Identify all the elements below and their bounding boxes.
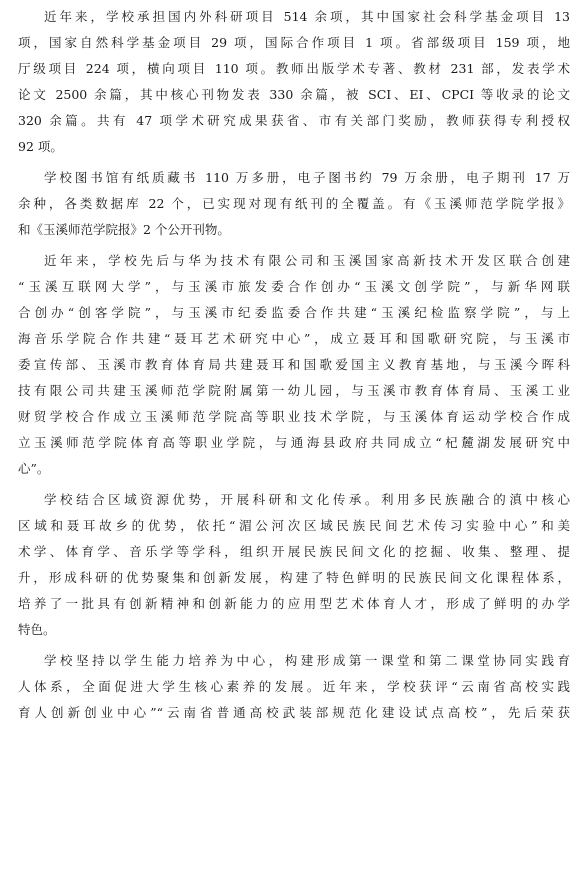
text-line: 论文 2500 余篇，其中核心刊物发表 330 余篇，被 SCI、EI、CPCI 等收录的论文 — [18, 87, 570, 102]
text-line: 320 余篇。共有 47 项学术研究成果获省、市有关部门奖励，教师获得专利授权 — [18, 113, 570, 128]
text-line: 项，国家自然科学基金项目 29 项，国际合作项目 1 项。省部级项目 159 项，地 — [18, 35, 570, 50]
text-line: 92 项。 — [18, 139, 63, 154]
text-line: “玉溪互联网大学”，与玉溪市旅发委合作创办“玉溪文创学院”，与新华网联 — [18, 279, 570, 294]
text-line: 心”。 — [18, 461, 50, 476]
text-line: 合创办“创客学院”，与玉溪市纪委监委合作共建“玉溪纪检监察学院”，与上 — [18, 305, 570, 320]
text-line: 区域和聂耳故乡的优势，依托“湄公河次区域民族民间艺术传习实验中心”和美 — [18, 518, 570, 533]
text-line: 培养了一批具有创新精神和创新能力的应用型艺术体育人才，形成了鲜明的办学 — [18, 596, 570, 611]
paragraph-student-development — [18, 648, 570, 726]
text-line: 学校坚持以学生能力培养为中心，构建形成第一课堂和第二课堂协同实践育 — [44, 653, 570, 668]
text-line: 人体系，全面促进大学生核心素养的发展。近年来，学校获评“云南省高校实践 — [18, 679, 570, 694]
text-line: 特色。 — [18, 622, 56, 637]
text-line: 厅级项目 224 项，横向项目 110 项。教师出版学术专著、教材 231 部，发表学术 — [18, 61, 570, 76]
text-line: 技有限公司共建玉溪师范学院附属第一幼儿园，与玉溪市教育体育局、玉溪工业 — [18, 383, 570, 398]
paragraph-library — [18, 165, 570, 243]
text-line: 近年来，学校先后与华为技术有限公司和玉溪国家高新技术开发区联合创建 — [44, 253, 570, 268]
text-line: 术学、体育学、音乐学等学科，组织开展民族民间文化的挖掘、收集、整理、提 — [18, 544, 570, 559]
paragraph-regional-culture — [18, 487, 570, 643]
paragraph-research-projects — [18, 4, 570, 160]
text-line: 近年来，学校承担国内外科研项目 514 余项，其中国家社会科学基金项目 13 — [44, 9, 570, 24]
text-line: 和《玉溪师范学院报》2 个公开刊物。 — [18, 222, 230, 237]
text-line: 海音乐学院合作共建“聂耳艺术研究中心”，成立聂耳和国歌研究院，与玉溪市 — [18, 331, 570, 346]
text-line: 余种，各类数据库 22 个，已实现对现有纸刊的全覆盖。有《玉溪师范学院学报》 — [18, 196, 570, 211]
text-line: 育人创新创业中心”“云南省普通高校武装部规范化建设试点高校”，先后荣获 — [18, 705, 570, 720]
text-line: 立玉溪师范学院体育高等职业学院，与通海县政府共同成立“杞麓湖发展研究中 — [18, 435, 570, 450]
text-line: 学校结合区域资源优势，开展科研和文化传承。利用多民族融合的滇中核心 — [44, 492, 570, 507]
text-line: 委宣传部、玉溪市教育体育局共建聂耳和国歌爱国主义教育基地，与玉溪今晖科 — [18, 357, 570, 372]
text-line: 升，形成科研的优势聚集和创新发展，构建了特色鲜明的民族民间文化课程体系， — [18, 570, 570, 585]
paragraph-cooperation — [18, 248, 570, 482]
text-line: 财贸学校合作成立玉溪师范学院高等职业技术学院，与玉溪体育运动学校合作成 — [18, 409, 570, 424]
document-body — [18, 4, 570, 731]
text-line: 学校图书馆有纸质藏书 110 万多册，电子图书约 79 万余册，电子期刊 17 万 — [44, 170, 570, 185]
